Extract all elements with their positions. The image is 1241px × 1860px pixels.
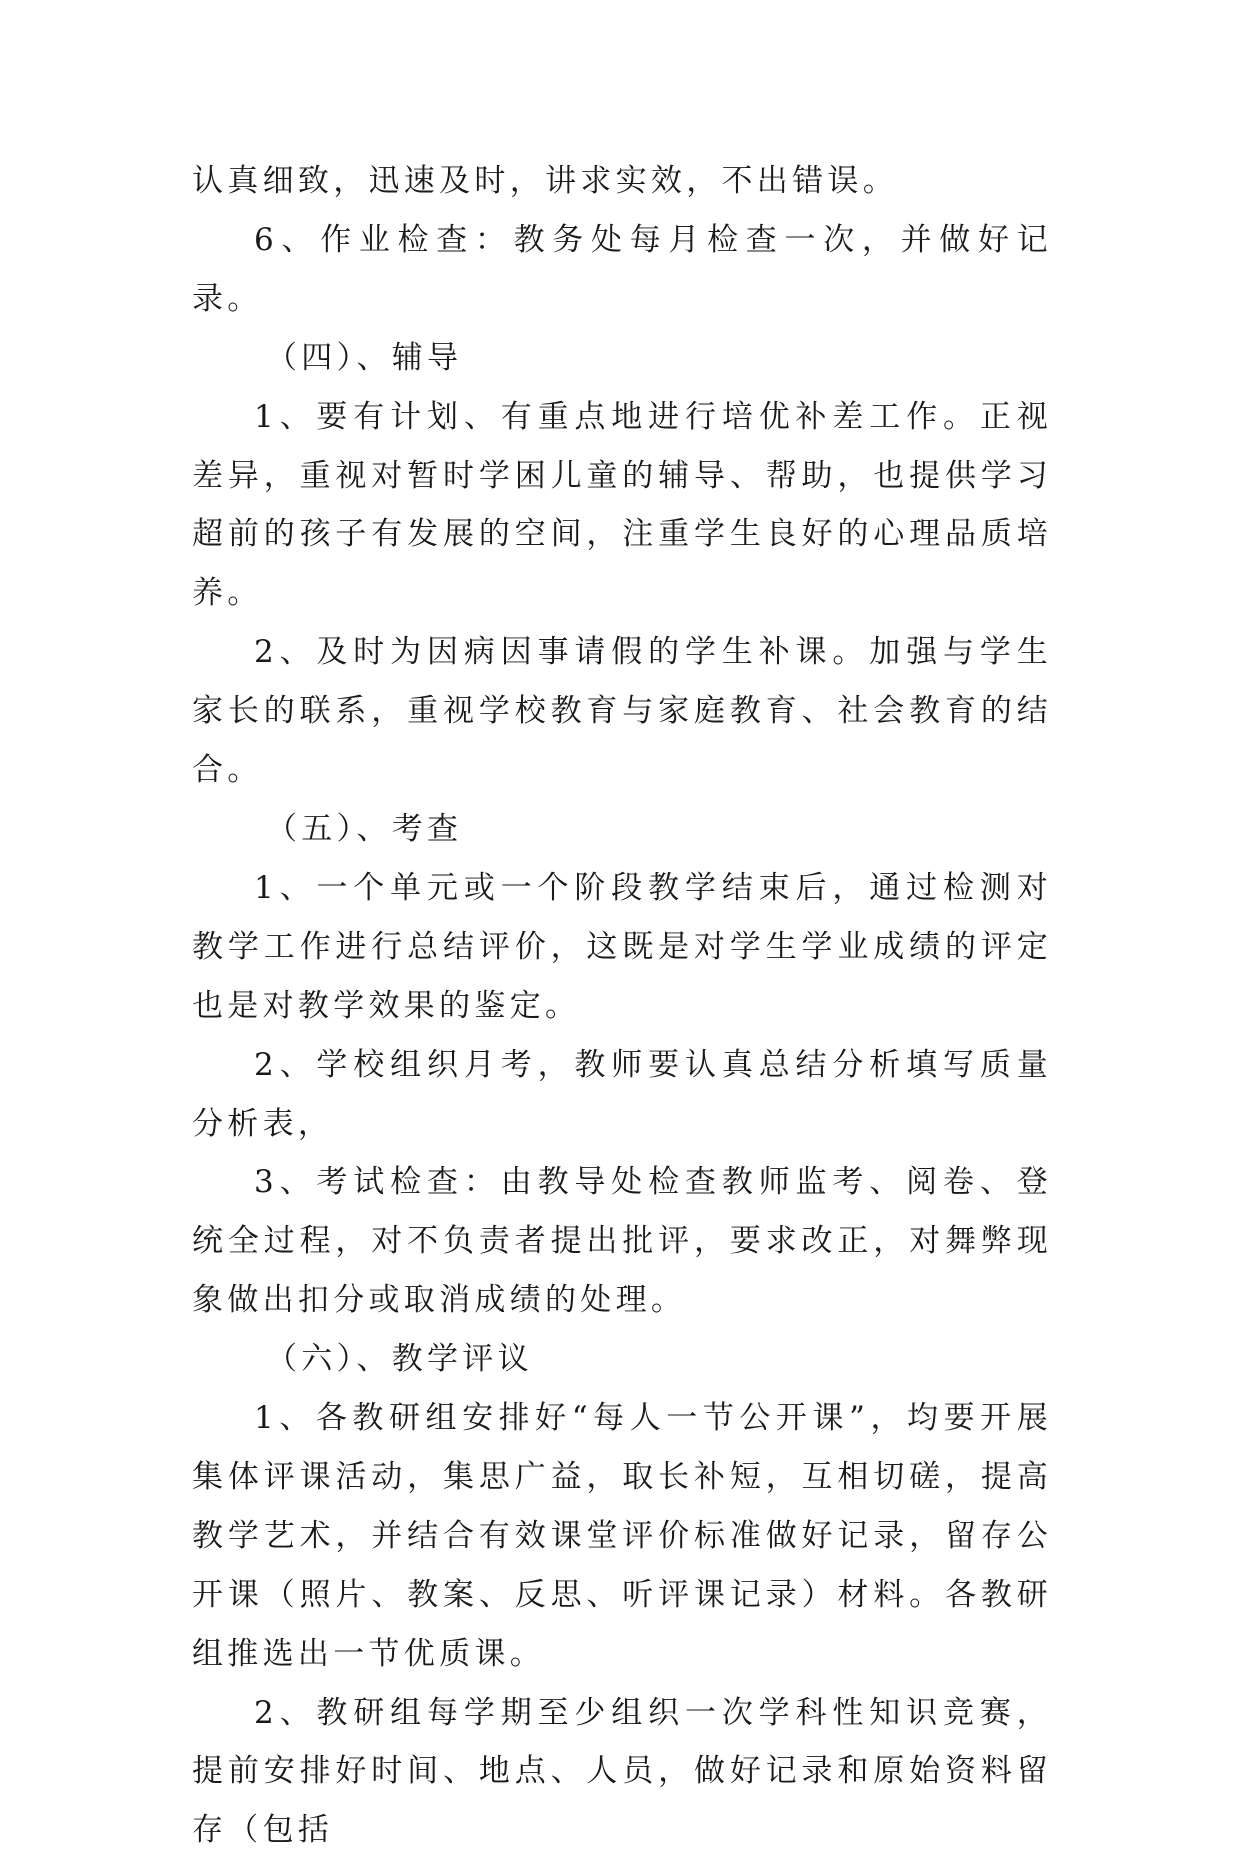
section-heading-tutoring: （四）、辅导 <box>266 339 463 376</box>
paragraph-examination-3: 3、考试检查：由教导处检查教师监考、阅卷、登统全过程，对不负责者提出批评，要求改正，对舞弊现象做出扣分或取消成绩的处理。 <box>192 1164 1052 1319</box>
paragraph-homework-check: 6、作业检查：教务处每月检查一次，并做好记录。 <box>192 221 1052 317</box>
paragraph-examination-1: 1、一个单元或一个阶段教学结束后，通过检测对教学工作进行总结评价，这既是对学生学业成绩的评定也是对教学效果的鉴定。 <box>192 869 1052 1024</box>
paragraph-continuation: 认真细致，迅速及时，讲求实效，不出错误。 <box>192 163 898 199</box>
section-heading-teaching-review: （六）、教学评议 <box>266 1341 533 1378</box>
paragraph-teaching-review-2: 2、教研组每学期至少组织一次学科性知识竞赛，提前安排好时间、地点、人员，做好记录和原始资料留存（包括 <box>192 1694 1052 1849</box>
section-heading-examination: （五）、考查 <box>266 810 463 847</box>
paragraph-tutoring-1: 1、要有计划、有重点地进行培优补差工作。正视差异，重视对暂时学困儿童的辅导、帮助，也提供学习超前的孩子有发展的空间，注重学生良好的心理品质培养。 <box>192 398 1052 612</box>
paragraph-tutoring-2: 2、及时为因病因事请假的学生补课。加强与学生家长的联系，重视学校教育与家庭教育、社会教育的结合。 <box>192 634 1052 789</box>
paragraph-examination-2: 2、学校组织月考，教师要认真总结分析填写质量分析表， <box>192 1046 1052 1142</box>
paragraph-teaching-review-1: 1、各教研组安排好“每人一节公开课”，均要开展集体评课活动，集思广益，取长补短，互相切磋，提高教学艺术，并结合有效课堂评价标准做好记录，留存公开课（照片、教案、反思、听评课记录）材料。各教研组推选出一节优质课。 <box>192 1400 1052 1672</box>
document-body <box>192 152 1052 1860</box>
